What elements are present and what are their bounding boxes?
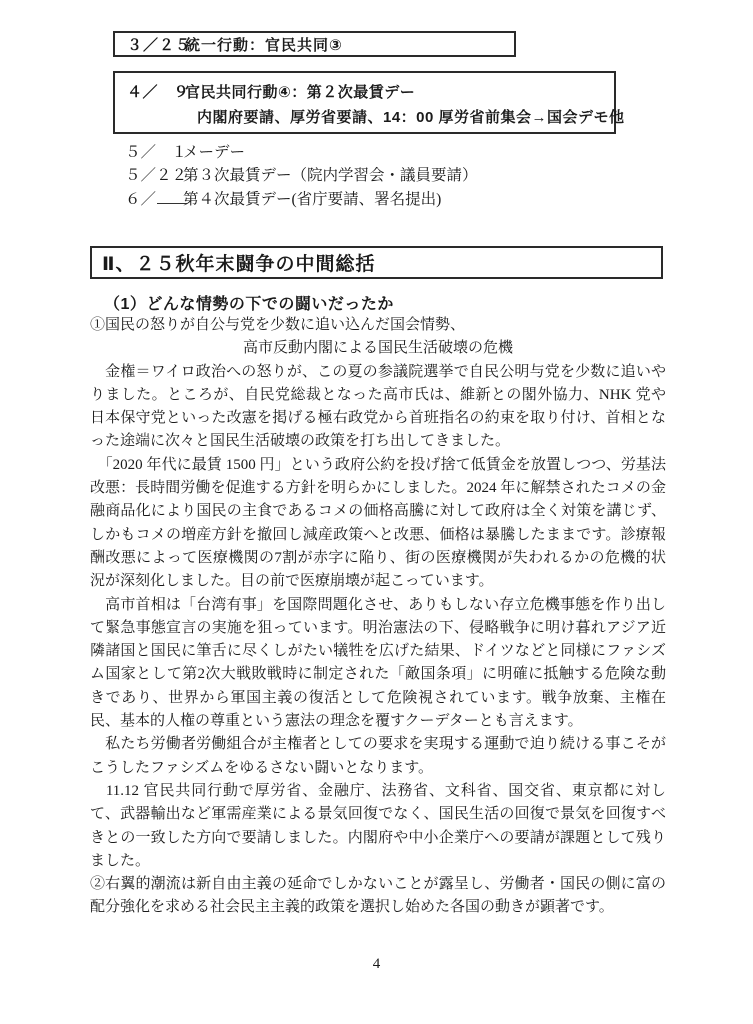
body-paragraph: 金権＝ワイロ政治への怒りが、この夏の参議院選挙で自民公明与党を少数に追いやりました。ところが、自民党総裁となった高市氏は、維新との閣外協力、NHK 党や日本保守党といった改憲を掲げる極右政党から首班指名の約束を取り付け、首相となった途端に次々と国民生活破壊の政策を打ち出してきました。: [90, 363, 666, 450]
schedule-box-april-heading: [115, 81, 614, 102]
point1-heading-line2: 高市反動内閣による国民生活破壊の危機: [242, 340, 513, 357]
point1-heading-line1: ①国民の怒りが自公与党を少数に追い込んだ国会情勢、: [90, 317, 466, 333]
schedule-date: ５／２２: [125, 167, 188, 185]
body-paragraph: 私たち労働者労働組合が主権者としての要求を実現する運動で迫り続ける事こそがこうしたファシズムをゆるさない闘いとなります。: [90, 736, 666, 776]
point2-paragraph: ②右翼的潮流は新自由主義の延命でしかないことが露呈し、労働者・国民の側に富の配分強化を求める社会民主主義的政策を選択し始めた各国の動きが顕著です。: [90, 876, 666, 916]
schedule-date: ３／２５: [127, 36, 192, 54]
schedule-title: 官民共同行動④：第２次最賃デー: [185, 84, 416, 101]
section-title: Ⅱ、２５秋年末闘争の中間総括: [102, 254, 376, 275]
schedule-title: 統一行動：官民共同③: [185, 36, 343, 54]
schedule-date: ４／ ９: [127, 84, 190, 101]
schedule-text: 第４次最賃デー(省庁要請、署名提出): [183, 190, 442, 208]
section-heading-box: [90, 246, 663, 279]
schedule-text: 第３次最賃デー（院内学習会・議員要請）: [183, 167, 478, 185]
schedule-list-item: [113, 187, 653, 210]
schedule-box-march: [113, 31, 516, 57]
body-text-column: [90, 314, 666, 920]
page-number: 4: [372, 956, 381, 972]
schedule-text: メーデー: [183, 144, 246, 161]
body-paragraph: 11.12 官民共同行動で厚労省、金融庁、法務省、文科省、国交省、東京都に対して、武器輸出など軍需産業による景気回復でなく、国民生活の回復で景気を回復すべきとの一致した方向で要請しました。内閣府や中小企業庁への要請が課題として残りました。: [90, 782, 666, 869]
schedule-list-item: [113, 163, 653, 186]
schedule-detail: 内閣府要請、厚労省要請、14：00 厚労省前集会→国会デモ他: [197, 109, 625, 126]
schedule-list-item: [113, 140, 653, 163]
schedule-date: ５／ １: [125, 144, 188, 161]
body-paragraph: 高市首相は「台湾有事」を国際問題化させ、ありもしない存立危機事態を作り出して緊急事態宣言の実施を狙っています。明治憲法の下、侵略戦争に明け暮れアジア近隣諸国と国民に筆舌に尽くしがたい犠牲を広げた結果、ドイツなどと同様にファシズム国家として第2次大戦敗戦時に制定された「敵国条項」に明確に抵触する危険な動きであり、世界から軍国主義の復活として危険視されています。戦争放棄、主権在民、基本的人権の尊重という憲法の理念を覆すクーデターとも言えます。: [90, 596, 666, 730]
schedule-date: ６／: [113, 187, 183, 209]
subsection-title: （1）どんな情勢の下での闘いだったか: [104, 296, 394, 313]
schedule-box-april: [113, 71, 625, 134]
body-paragraph: 「2020 年代に最賃 1500 円」という政府公約を投げ捨て低賃金を放置しつつ、労基法改悪：長時間労働を促進する方針を明らかにしました。2024 年に解禁されたコメの金融商品化により国民の主食であるコメの価格高騰に対して政府は全く対策を講じず、しかもコメの増産方針を撤回し減産政策へと改悪、価格は暴騰したままです。診療報酬改悪によって医療機関の7割が赤字に陥り、街の医療機関が失われるかの危機的状況が深刻化しました。目の前で医療崩壊が起こっています。: [90, 456, 666, 590]
schedule-list: [113, 140, 653, 210]
